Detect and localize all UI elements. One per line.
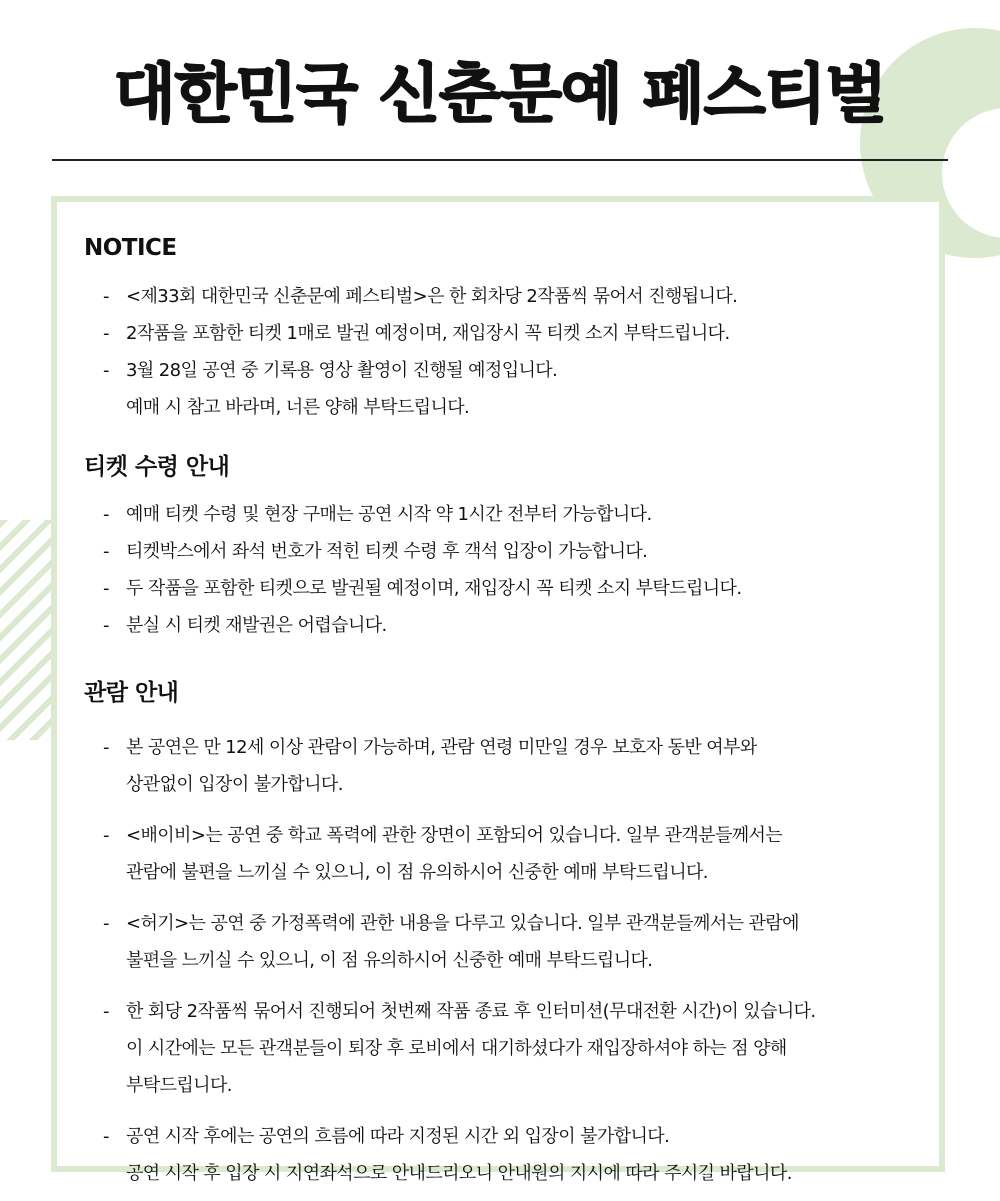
list-item: - 3월 28일 공연 중 기록용 영상 촬영이 진행될 예정입니다. 예매 시 참고 바라며, 너른 양해 부탁드립니다. (57, 352, 737, 426)
notice-list (57, 278, 737, 426)
page-title: 대한민국 신춘문예 페스티벌 (113, 58, 887, 132)
list-item: - 한 회당 2작품씩 묶어서 진행되어 첫번째 작품 종료 후 인터미션(무대전환 시간)이 있습니다. 이 시간에는 모든 관객분들이 퇴장 후 로비에서 대기하셨다가 재입장하셔야 하는 점 양해 부탁드립니다. (57, 993, 816, 1104)
section-heading-ticket: 티켓 수령 안내 (84, 454, 230, 480)
list-item: - <배이비>는 공연 중 학교 폭력에 관한 장면이 포함되어 있습니다. 일부 관객분들께서는 관람에 불편을 느끼실 수 있으니, 이 점 유의하시어 신중한 예매 부탁드립니다. (57, 817, 816, 891)
ticket-list (57, 496, 741, 644)
list-item: - <허기>는 공연 중 가정폭력에 관한 내용을 다루고 있습니다. 일부 관객분들께서는 관람에 불편을 느끼실 수 있으니, 이 점 유의하시어 신중한 예매 부탁드립니다. (57, 905, 816, 979)
notice-panel (51, 196, 945, 1184)
section-heading-notice: NOTICE (84, 235, 177, 261)
list-item: - 공연 시작 후에는 공연의 흐름에 따라 지정된 시간 외 입장이 불가합니다. 공연 시작 후 입장 시 지연좌석으로 안내드리오니 안내원의 지시에 따라 주시길 바랍니다. (57, 1118, 816, 1192)
viewing-list (57, 729, 816, 1192)
list-item: - 예매 티켓 수령 및 현장 구매는 공연 시작 약 1시간 전부터 가능합니다. (57, 496, 741, 533)
list-item: - 분실 시 티켓 재발권은 어렵습니다. (57, 607, 741, 644)
title-divider (52, 159, 948, 161)
list-item: - 본 공연은 만 12세 이상 관람이 가능하며, 관람 연령 미만일 경우 보호자 동반 여부와 상관없이 입장이 불가합니다. (57, 729, 816, 803)
list-item: - 티켓박스에서 좌석 번호가 적힌 티켓 수령 후 객석 입장이 가능합니다. (57, 533, 741, 570)
list-item: - 두 작품을 포함한 티켓으로 발권될 예정이며, 재입장시 꼭 티켓 소지 부탁드립니다. (57, 570, 741, 607)
list-item: - <제33회 대한민국 신춘문예 페스티벌>은 한 회차당 2작품씩 묶어서 진행됩니다. (57, 278, 737, 315)
list-item: - 2작품을 포함한 티켓 1매로 발권 예정이며, 재입장시 꼭 티켓 소지 부탁드립니다. (57, 315, 737, 352)
section-heading-viewing: 관람 안내 (84, 680, 179, 706)
